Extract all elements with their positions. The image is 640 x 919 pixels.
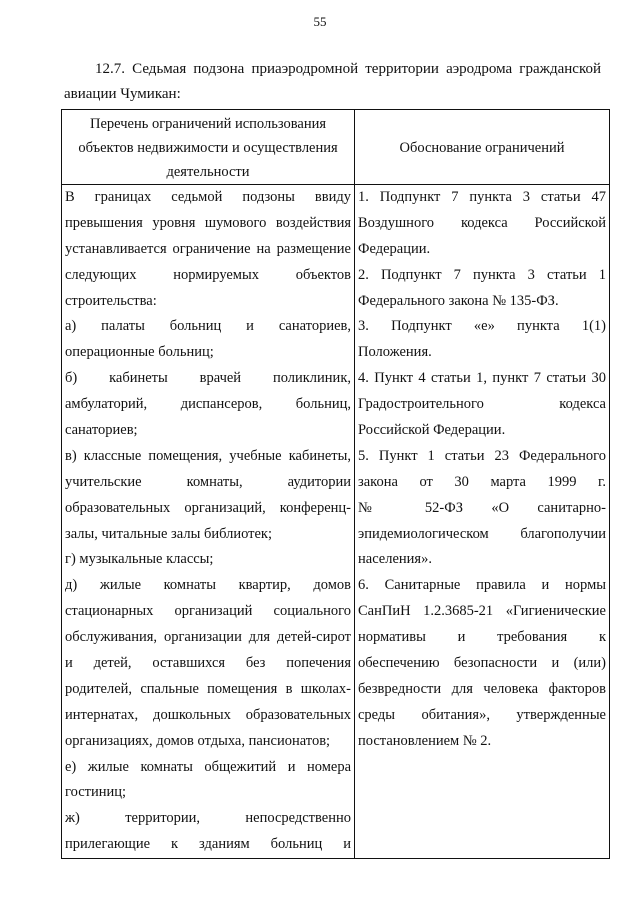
- ground-text-line: закона от 30 марта 1999 г.: [358, 473, 606, 490]
- ground-text-line: Федерации.: [358, 240, 431, 257]
- restriction-text-line: залы, читальные залы библиотек;: [65, 525, 273, 542]
- grounds-cell: [355, 185, 610, 859]
- header-restrictions-line: объектов недвижимости и осуществления: [78, 140, 338, 156]
- restriction-text-line: обслуживания, организации для детей-сирот: [65, 629, 351, 646]
- restriction-text-line: прилегающие к зданиям больниц и: [65, 836, 351, 853]
- restriction-text-line: стационарных организаций социального: [65, 603, 351, 620]
- restriction-text-line: а) палаты больниц и санаториев,: [65, 318, 351, 335]
- restriction-text-line: превышения уровня шумового воздействия: [65, 214, 351, 231]
- restriction-text-line: амбулаторий, диспансеров, больниц,: [65, 396, 351, 413]
- restriction-text-line: интернатах, дошкольных образовательных: [65, 706, 351, 723]
- ground-text-line: 4. Пункт 4 статьи 1, пункт 7 статьи 30: [358, 370, 606, 387]
- ground-text-line: № 52-ФЗ «О санитарно-: [358, 499, 606, 516]
- section-heading: [64, 57, 601, 107]
- restriction-text-line: устанавливается ограничение на размещение: [65, 240, 351, 257]
- ground-text-line: населения».: [358, 551, 432, 568]
- page-number: 55: [313, 14, 327, 29]
- restriction-text-line: строительства:: [65, 292, 157, 309]
- restriction-text-line: родителей, спальные помещения в школах-: [65, 680, 351, 697]
- ground-text-line: Федерального закона № 135-ФЗ.: [358, 292, 559, 309]
- header-restrictions: [62, 110, 355, 185]
- ground-text-line: 3. Подпункт «е» пункта 1(1): [358, 318, 606, 335]
- ground-text-line: среды обитания», утвержденные: [358, 706, 606, 723]
- restriction-text-line: В границах седьмой подзоны ввиду: [65, 189, 351, 205]
- restriction-text-line: гостиниц;: [65, 784, 127, 801]
- restriction-text-line: операционные больниц;: [65, 344, 214, 361]
- ground-text-line: Положения.: [358, 344, 432, 361]
- restriction-text-line: следующих нормируемых объектов: [65, 266, 351, 283]
- ground-text-line: постановлением № 2.: [358, 732, 492, 749]
- restriction-text-line: е) жилые комнаты общежитий и номера: [65, 758, 351, 775]
- restriction-text-line: организациях, домов отдыха, пансионатов;: [65, 732, 331, 749]
- restriction-text-line: ж) территории, непосредственно: [65, 810, 351, 827]
- ground-text-line: СанПиН 1.2.3685-21 «Гигиенические: [358, 603, 606, 620]
- header-grounds: Обоснование ограничений: [355, 110, 610, 185]
- header-restrictions-line: Перечень ограничений использования: [89, 116, 327, 132]
- ground-text-line: 6. Санитарные правила и нормы: [358, 577, 606, 594]
- ground-text-line: нормативы и требования к: [358, 629, 606, 646]
- restriction-text-line: образовательных организаций, конференц-: [65, 499, 351, 516]
- section-heading-line: авиации Чумикан:: [64, 86, 181, 102]
- restriction-text-line: в) классные помещения, учебные кабинеты,: [65, 447, 351, 464]
- restriction-text-line: г) музыкальные классы;: [65, 551, 214, 568]
- ground-text-line: 2. Подпункт 7 пункта 3 статьи 1: [358, 266, 606, 283]
- ground-text-line: эпидемиологическом благополучии: [358, 525, 606, 542]
- ground-text-line: безвредности для человека факторов: [358, 680, 606, 697]
- ground-text-line: 1. Подпункт 7 пункта 3 статьи 47: [358, 189, 606, 205]
- ground-text-line: Российской Федерации.: [358, 422, 506, 439]
- ground-text-line: обеспечению безопасности и (или): [358, 655, 606, 672]
- restriction-text-line: д) жилые комнаты квартир, домов: [65, 577, 351, 594]
- section-heading-line: 12.7. Седьмая подзона приаэродромной территории аэродрома гражданской: [95, 61, 601, 77]
- ground-text-line: Воздушного кодекса Российской: [358, 214, 606, 231]
- restrictions-table: [61, 109, 610, 859]
- table-row: [62, 185, 610, 859]
- ground-text-line: 5. Пункт 1 статьи 23 Федерального: [358, 447, 606, 464]
- restriction-text-line: учительские комнаты, аудитории: [65, 473, 351, 490]
- restriction-text-line: и детей, оставшихся без попечения: [65, 655, 351, 672]
- restriction-text-line: б) кабинеты врачей поликлиник,: [65, 370, 351, 387]
- ground-text-line: Градостроительного кодекса: [358, 396, 606, 413]
- restriction-text-line: санаториев;: [65, 422, 138, 439]
- table-header-row: [62, 110, 610, 185]
- restrictions-cell: [62, 185, 355, 859]
- header-restrictions-line: деятельности: [166, 164, 250, 180]
